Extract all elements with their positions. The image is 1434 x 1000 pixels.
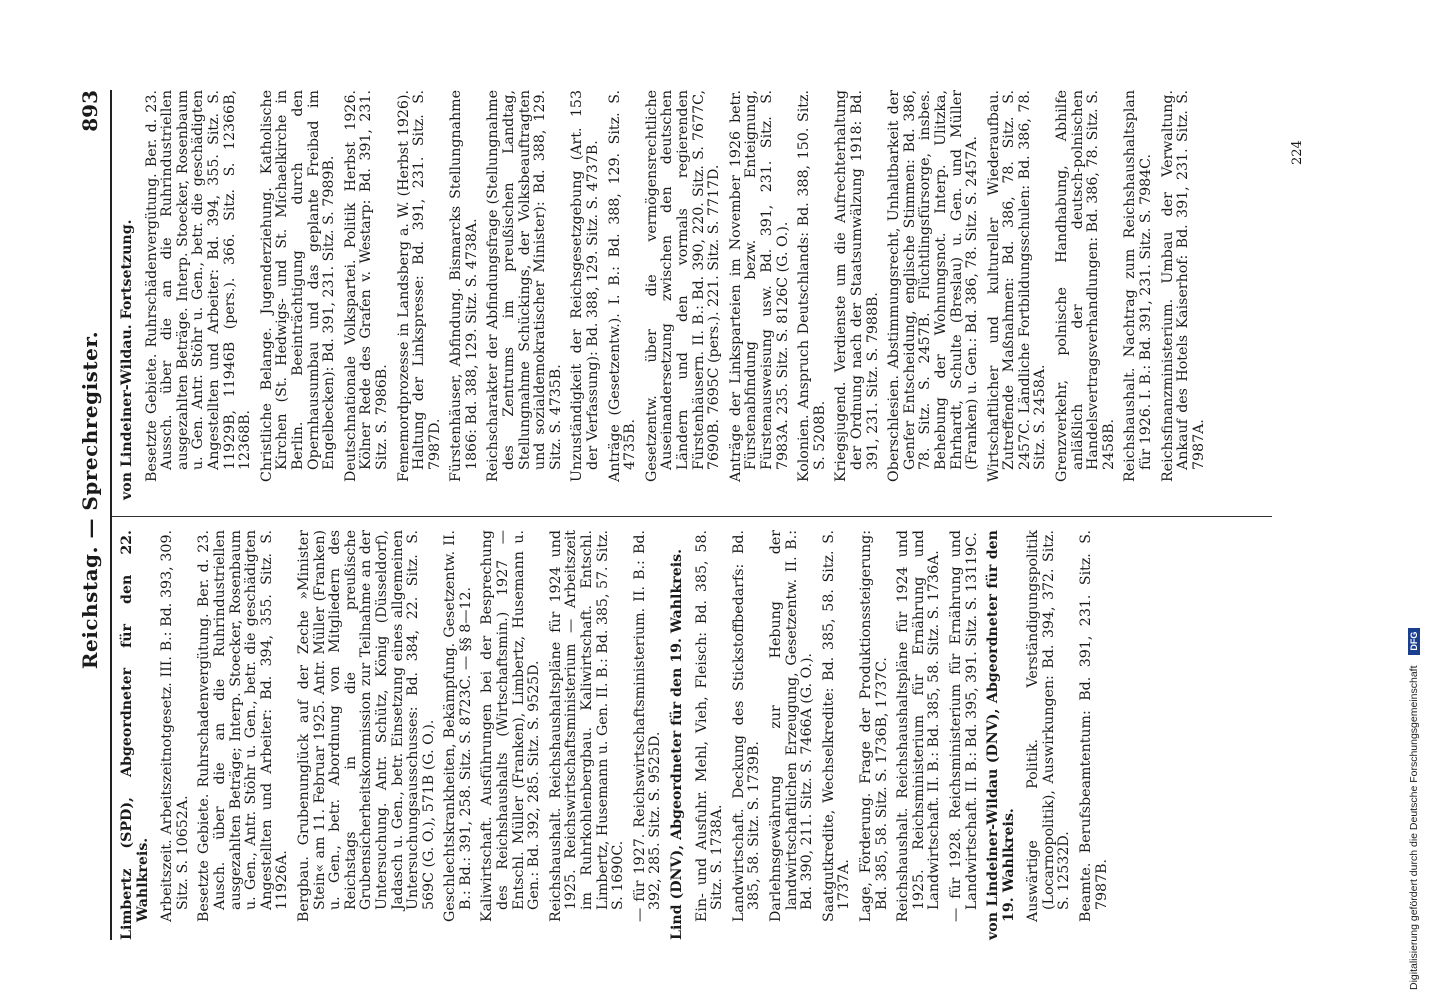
register-entry: Limbertz (SPD), Abgeordneter für den 22. Wahlkreis.	[119, 530, 151, 940]
register-entry: Arbeitszeit. Arbeitszeitnotgesetz. III. B.: Bd. 393, 309. Sitz. S. 10652A.	[159, 530, 191, 922]
register-entry: von Lindeiner-Wildau. Fortsetzung.	[119, 219, 135, 500]
register-entry: Besetzte Gebiete. Ruhrschädenvergütung. Ber. d. 23. Aussch. über die an die Ruhrindustriellen ausgezahlten Beträge. Interp. Stoecker, Rosenbaum u. Gen. Antr. Stöhr u. Gen., betr. die geschädigten Angestellten und Arbeiter: Bd. 394, 355. Sitz. S. 11929B, 11946B (pers.). 366. Sitz. S. 12366B, 12368B.	[143, 90, 254, 482]
register-entry: Oberschlesien. Abstimmungsrecht, Unhaltbarkeit der Genfer Entscheidung, englische Stimmen: Bd. 386, 78. Sitz. S. 2457B. Flüchtlingsfürsorge, insbes. Behebung der Wohnungsnot. Interp. Ulitzka, Ehrhardt, Schulte (Breslau) u. Gen. und Müller (Franken) u. Gen.: Bd. 386, 78. Sitz. S. 2457A.	[886, 90, 981, 482]
register-entry: Kriegsjugend. Verdienste um die Aufrechterhaltung der Ordnung nach der Staatsumwälzung 1918: Bd. 391, 231. Sitz. S. 7988B.	[833, 90, 881, 482]
register-entry: Ein- und Ausfuhr. Mehl, Vieh, Fleisch: Bd. 385, 58. Sitz. S. 1738A.	[693, 530, 726, 922]
register-entry: Fememordprozesse in Landsberg a. W. (Herbst 1926). Haltung der Linkspresse: Bd. 391, 231. Sitz. S. 7987D.	[395, 90, 443, 482]
register-entry: Kolonien. Anspruch Deutschlands: Bd. 388, 150. Sitz. S. 5208B.	[796, 90, 828, 482]
register-entry: — für 1928. Reichsministerium für Ernährung und Landwirtschaft. II. B.: Bd. 395, 391. Sitz. S. 13119C.	[947, 530, 980, 922]
register-entry: Lind (DNV), Abgeordneter für den 19. Wahlkreis.	[669, 548, 685, 940]
register-entry: Besetzte Gebiete. Ruhrschadenvergütung. Ber. d. 23. Ausch. über die an die Ruhrindustriellen ausgezahlten Beträge; Interp. Stoecker, Rosenbaum u. Gen., Antr. Stöhr u. Gen., betr. die geschädigten Angestellten und Arbeiter: Bd. 394, 355. Sitz. S. 11926A.	[196, 530, 291, 922]
digitization-note	[1408, 10, 1430, 990]
register-entry: Beamte. Berufsbeamtentum: Bd. 391, 231. Sitz. S. 7987B.	[1078, 530, 1110, 922]
register-entry: Unzuständigkeit der Reichsgesetzgebung (Art. 153 der Verfassung): Bd. 388, 129. Sitz. S. 4737B.	[569, 90, 602, 482]
register-entry: Reichshaushalt. Reichshaushaltspläne für 1924 und 1925. Reichsministerium für Ernährung und Landwirtschaft. II. B.: Bd. 385, 58. Sitz. S. 1736A.	[895, 530, 943, 922]
right-column	[120, 90, 1220, 500]
header-rule	[110, 90, 112, 940]
register-entry: von Lindeiner-Wildau (DNV), Abgeordneter für den 19. Wahlkreis.	[985, 530, 1017, 940]
register-entry: Kaliwirtschaft. Ausführungen bei der Besprechung des Reichshaushalts (Wirtschaftsmin.) 1927 — Entschl. Müller (Franken), Limbertz, Husemann u. Gen.: Bd. 392, 285. Sitz. S. 9525D.	[479, 530, 543, 922]
page-title: Reichstag. — Sprechregister.	[78, 330, 102, 670]
register-entry: — für 1927. Reichswirtschaftsministerium. II. B.: Bd. 392, 285. Sitz. S. 9525D.	[631, 530, 664, 922]
register-entry: Deutschnationale Volkspartei. Politik Herbst 1926. Kölner Rede des Grafen v. Westarp: Bd. 391, 231. Sitz. S. 7986B.	[342, 90, 390, 482]
digitization-text: Digitalisierung gefördert durch die Deutsche Forschungsgemeinschaft	[1408, 665, 1420, 990]
register-entry: Reichshaushalt. Reichshaushaltspläne für 1924 und 1925. Reichswirtschaftsministerium — Arbeitszeit im Ruhrkohlenbergbau. Kaliwirtschaft. Entschl. Limbertz, Husemann u. Gen. II. B.: Bd. 385, 57. Sitz. S. 1690C.	[547, 530, 627, 922]
column-divider	[112, 516, 1272, 517]
register-entry: Lage, Förderung. Frage der Produktionssteigerung: Bd. 385, 58. Sitz. S. 1736B, 1737C.	[857, 530, 890, 922]
register-entry: Anträge der Linksparteien im November 1926 betr. Fürstenabfindung bezw. Enteignung, Fürstenausweisung usw. Bd. 391, 231. Sitz. S. 7983A. 235. Sitz. S. 8126C (G. O.).	[727, 90, 791, 482]
register-entry: Bergbau. Grubenunglück auf der Zeche »Minister Stein« am 11. Februar 1925. Antr. Müller (Franken) u. Gen., betr. Abordnung von Mitgliedern des Reichstags in die preußische Grubensicherheitskommission zur Teilnahme an der Untersuchung. Antr. Schütz, König (Düsseldorf), Jadasch u. Gen., betr. Einsetzung eines allgemeinen Untersuchungsausschusses: Bd. 384, 22. Sitz. S. 569C (G. O.), 571B (G. O.).	[295, 530, 437, 922]
register-entry: Auswärtige Politik. Verständigungspolitik (Locarnopolitik), Auswirkungen: Bd. 394, 372. Sitz. S. 12532D.	[1025, 530, 1073, 922]
left-column	[120, 530, 1220, 940]
register-entry: Fürstenhäuser, Abfindung. Bismarcks Stellungnahme 1866: Bd. 388, 129. Sitz. S. 4738A.	[448, 90, 480, 482]
register-entry: Christliche Belange. Jugenderziehung. Katholische Kirchen (St. Hedwigs- und St. Michaelkirche in Berlin. Beeinträchtigung durch den Opernhausumbau und das geplante Freibad im Engelbecken): Bd. 391, 231. Sitz. S. 7989B.	[258, 90, 338, 482]
register-entry: Reichshaushalt. Nachtrag zum Reichshaushaltsplan für 1926. I. B.: Bd. 391, 231. Sitz. S. 7984C.	[1122, 90, 1155, 482]
register-entry: Grenzverkehr, polnische Handhabung, Abhilfe anläßlich der deutsch-polnischen Handelsvertragsverhandlungen: Bd. 386, 78. Sitz. S. 2458B.	[1054, 90, 1117, 482]
register-entry: Reichsfinanzministerium. Umbau der Verwaltung. Ankauf des Hotels Kaiserhof: Bd. 391, 231. Sitz. S. 7987A.	[1159, 90, 1207, 482]
running-head	[78, 70, 106, 930]
register-entry: Geschlechtskrankheiten, Bekämpfung. Gesetzentw. II. B.: Bd.: 391, 258. Sitz. S. 8723C. — §§ 8—12.	[442, 530, 474, 922]
register-entry: Saatgutkredite, Wechselkredite: Bd. 385, 58. Sitz. S. 1737A.	[820, 530, 853, 922]
register-entry: Landwirtschaft. Deckung des Stickstoffbedarfs: Bd. 385, 58. Sitz. S. 1739B.	[730, 530, 763, 922]
register-entry: Anträge (Gesetzentw.). I. B.: Bd. 388, 129. Sitz. S. 4735B.	[606, 90, 639, 482]
register-entry: Gesetzentw. über die vermögensrechtliche Auseinandersetzung zwischen den deutschen Ländern und den vormals regierenden Fürstenhäusern. II. B.: Bd. 390, 220. Sitz. S. 7677C, 7690B. 7695C (pers.). 221. Sitz. S. 7717D.	[643, 90, 723, 482]
page-number: 893	[78, 90, 102, 132]
dfg-logo: DFG	[1408, 628, 1420, 655]
register-entry: Wirtschaftlicher und kultureller Wiederaufbau. Zutreffende Maßnahmen: Bd. 386, 78. Sitz. S. 2457C. Ländliche Fortbildungsschulen: Bd. 386, 78. Sitz. S. 2458A.	[985, 90, 1049, 482]
register-entry: Reichscharakter der Abfindungsfrage (Stellungnahme des Zentrums im preußischen Landtag, Stellungnahme Schückings, der Volksbeauftragten und sozialdemokratischer Minister): Bd. 388, 129. Sitz. S. 4735B.	[485, 90, 564, 482]
register-entry: Darlehnsgewährung zur Hebung der landwirtschaftlichen Erzeugung, Gesetzentw. II. B.: Bd. 390, 211. Sitz. S. 7466A (G. O.).	[767, 530, 816, 922]
footer-number: 224	[1290, 140, 1305, 165]
